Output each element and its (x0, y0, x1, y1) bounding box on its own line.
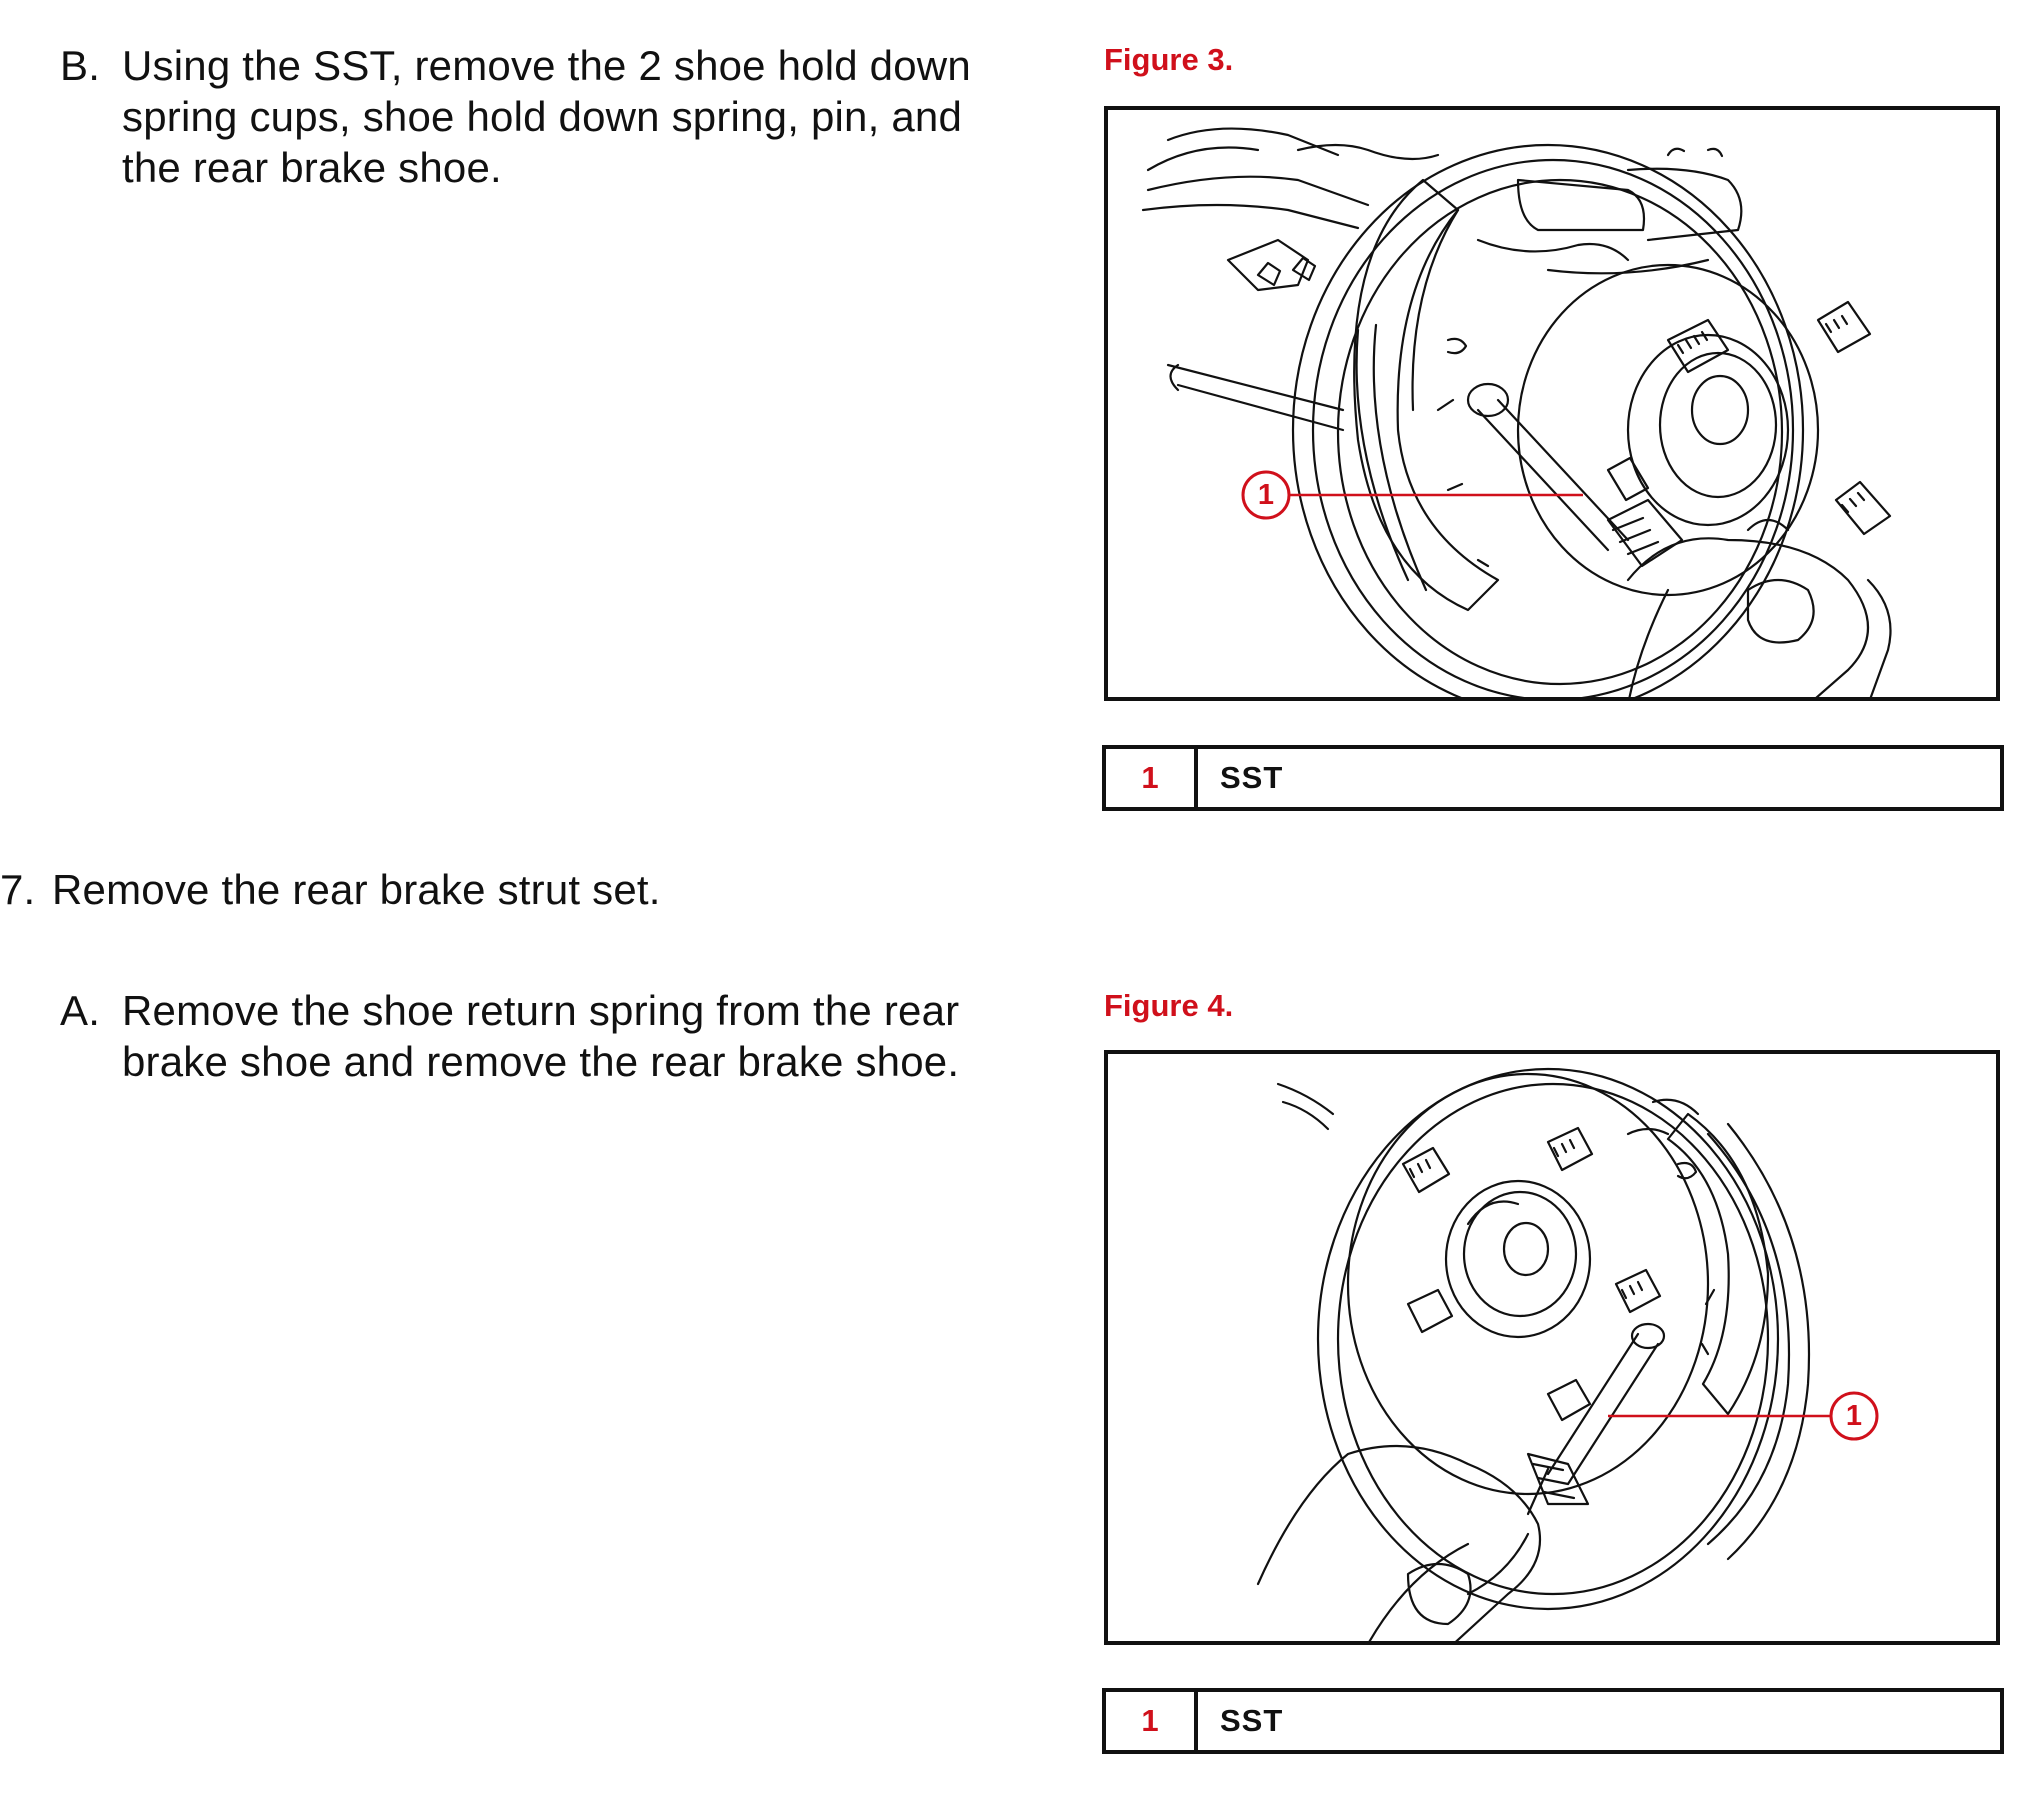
figure-3-title: Figure 3. (1104, 42, 1234, 77)
figure-3-legend-label: SST (1220, 760, 1284, 795)
step-7 (0, 864, 900, 924)
figure-4-legend-label: SST (1220, 1703, 1284, 1738)
step-b-line-3: the rear brake shoe. (122, 144, 502, 191)
step-a-text (122, 985, 1122, 1087)
figure-3-legend (1102, 745, 2004, 811)
step-b-marker: B. (60, 42, 101, 89)
step-b-line-2: spring cups, shoe hold down spring, pin, and (122, 93, 963, 140)
step-a-line-1: Remove the shoe return spring from the rear (122, 987, 960, 1034)
step-7-text: Remove the rear brake strut set. (52, 866, 661, 913)
figure-3-illustration (1104, 106, 2000, 701)
brake-drum-illustration-fig3 (1108, 110, 2000, 701)
step-b-text (122, 40, 1122, 193)
step-7-marker: 7. (0, 866, 36, 913)
figure-4-legend (1102, 1688, 2004, 1754)
figure-3-callout-1: 1 (1257, 479, 1275, 511)
step-a-line-2: brake shoe and remove the rear brake shoe. (122, 1038, 960, 1085)
brake-drum-illustration-fig4 (1108, 1054, 2000, 1645)
figure-4-title: Figure 4. (1104, 988, 1234, 1023)
step-b (60, 40, 1060, 200)
figure-3-legend-number: 1 (1106, 749, 1198, 807)
figure-4-callout-1: 1 (1845, 1400, 1863, 1432)
figure-4-legend-number: 1 (1106, 1692, 1198, 1750)
step-b-line-1: Using the SST, remove the 2 shoe hold down (122, 42, 971, 89)
figure-4-illustration (1104, 1050, 2000, 1645)
step-a (60, 985, 1060, 1095)
step-a-marker: A. (60, 987, 101, 1034)
